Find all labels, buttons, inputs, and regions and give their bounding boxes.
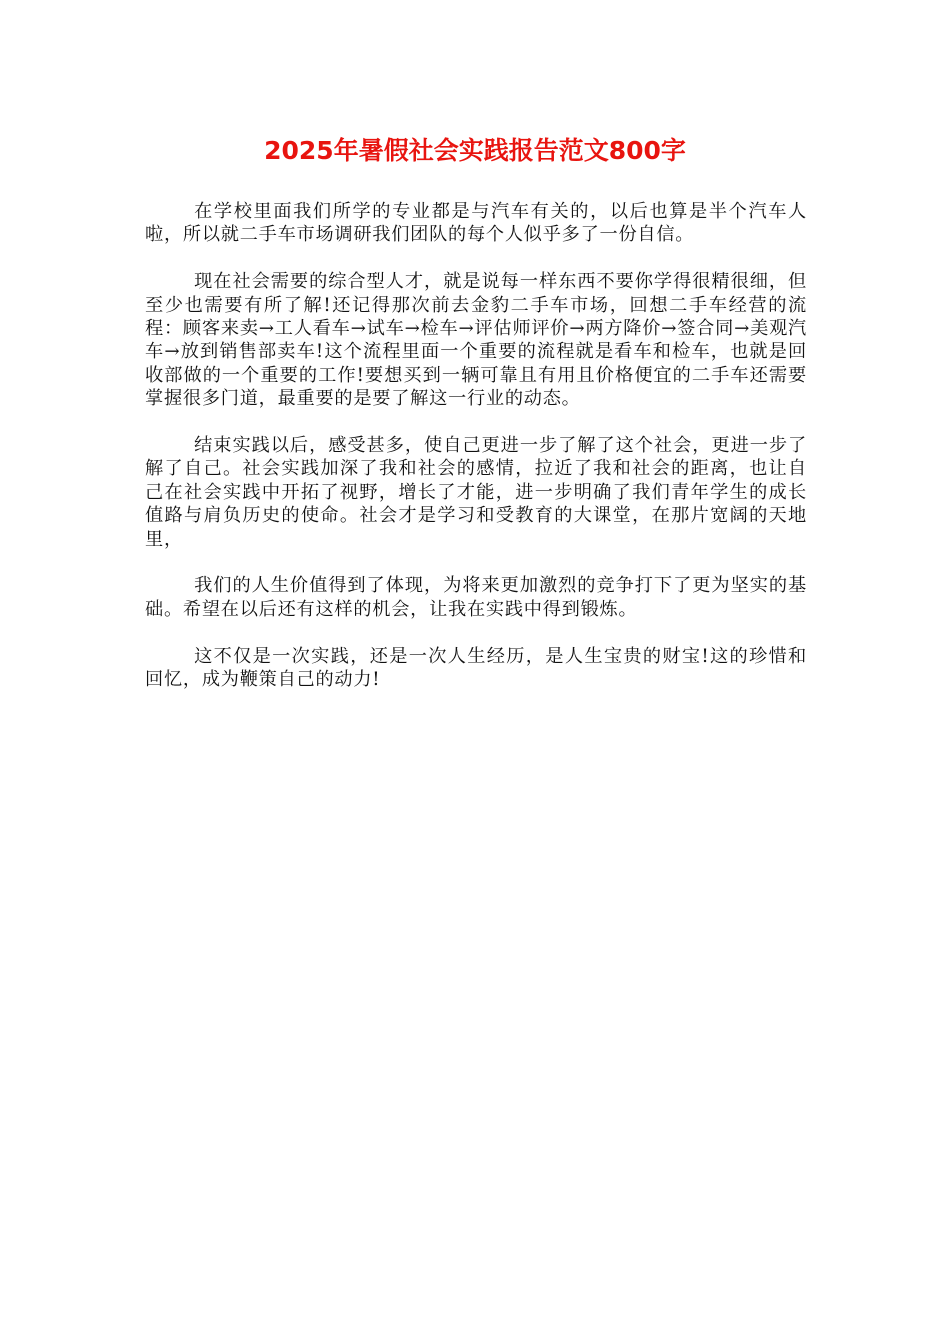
- paragraph-5: 这不仅是一次实践，还是一次人生经历，是人生宝贵的财宝!这的珍惜和回忆，成为鞭策自己的动力!: [145, 645, 807, 691]
- paragraph-4: 我们的人生价值得到了体现，为将来更加激烈的竞争打下了更为坚实的基础。希望在以后还有这样的机会，让我在实践中得到锻炼。: [145, 575, 807, 620]
- paragraph-1: 在学校里面我们所学的专业都是与汽车有关的，以后也算是半个汽车人啦，所以就二手车市场调研我们团队的每个人似乎多了一份自信。: [145, 201, 807, 246]
- paragraph-3: 结束实践以后，感受甚多，使自己更进一步了解了这个社会，更进一步了解了自己。社会实践加深了我和社会的感情，拉近了我和社会的距离，也让自己在社会实践中开拓了视野，增长了才能，进一步明确了我们青年学生的成长值路与肩负历史的使命。社会才是学习和受教育的大课堂，在那片宽阔的天地里，: [145, 435, 807, 550]
- paragraph-2: 现在社会需要的综合型人才，就是说每一样东西不要你学得很精很细，但至少也需要有所了解!还记得那次前去金豹二手车市场，回想二手车经营的流程：顾客来卖→工人看车→试车→检车→评估师评价→两方降价→签合同→美观汽车→放到销售部卖车!这个流程里面一个重要的流程就是看车和检车，也就是回收部做的一个重要的工作!要想买到一辆可靠且有用且价格便宜的二手车还需要掌握很多门道，最重要的是要了解这一行业的动态。: [145, 271, 807, 410]
- document-title: 2025年暑假社会实践报告范文800字: [264, 136, 686, 165]
- document-body: [145, 200, 807, 715]
